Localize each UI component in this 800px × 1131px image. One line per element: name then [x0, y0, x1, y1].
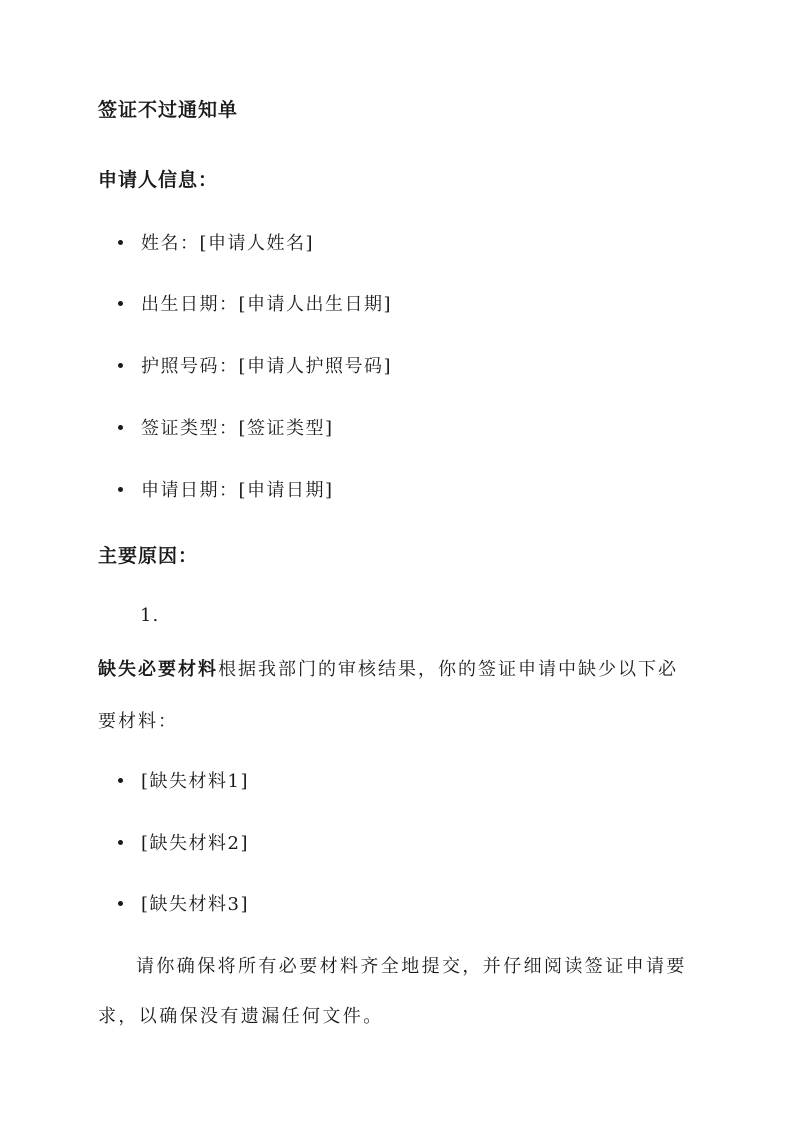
- applicant-info-heading: 申请人信息：: [98, 169, 219, 191]
- field-label: 姓名：: [141, 233, 200, 254]
- missing-material-text: [缺失材料3]: [141, 894, 249, 915]
- bullet-icon: [118, 840, 123, 845]
- missing-material-text: [缺失材料2]: [141, 833, 249, 854]
- bullet-icon: [118, 778, 123, 783]
- missing-material-item: [118, 767, 249, 793]
- reason-title: 缺失必要材料: [98, 659, 218, 680]
- reason-paragraph-line-2: 要材料：: [98, 711, 178, 732]
- missing-material-item: [118, 890, 249, 916]
- document-title: 签证不过通知单: [98, 99, 239, 121]
- missing-material-item: [118, 829, 249, 855]
- reason-number: 1.: [140, 605, 160, 626]
- closing-paragraph-line-1: 请你确保将所有必要材料齐全地提交，并仔细阅读签证申请要: [136, 956, 687, 977]
- applicant-field-name: [118, 229, 314, 255]
- field-label: 出生日期：: [141, 294, 239, 315]
- bullet-icon: [118, 240, 123, 245]
- field-value: [申请人护照号码]: [238, 356, 393, 377]
- applicant-field-visa-type: [118, 414, 334, 440]
- field-value: [申请人出生日期]: [238, 294, 393, 315]
- field-label: 申请日期：: [141, 480, 239, 501]
- bullet-icon: [118, 301, 123, 306]
- field-value: [申请日期]: [238, 480, 334, 501]
- applicant-field-passport: [118, 352, 392, 378]
- reason-paragraph-line-1: [98, 655, 678, 681]
- reason-text: 根据我部门的审核结果，你的签证申请中缺少以下必: [218, 659, 678, 680]
- closing-paragraph-line-2: 求，以确保没有遗漏任何文件。: [98, 1006, 384, 1027]
- applicant-field-birthdate: [118, 290, 392, 316]
- applicant-field-apply-date: [118, 476, 334, 502]
- field-value: [签证类型]: [238, 418, 334, 439]
- bullet-icon: [118, 363, 123, 368]
- field-label: 签证类型：: [141, 418, 239, 439]
- bullet-icon: [118, 425, 123, 430]
- bullet-icon: [118, 487, 123, 492]
- bullet-icon: [118, 901, 123, 906]
- missing-material-text: [缺失材料1]: [141, 771, 249, 792]
- field-label: 护照号码：: [141, 356, 239, 377]
- field-value: [申请人姓名]: [199, 233, 315, 254]
- main-reasons-heading: 主要原因：: [98, 545, 199, 567]
